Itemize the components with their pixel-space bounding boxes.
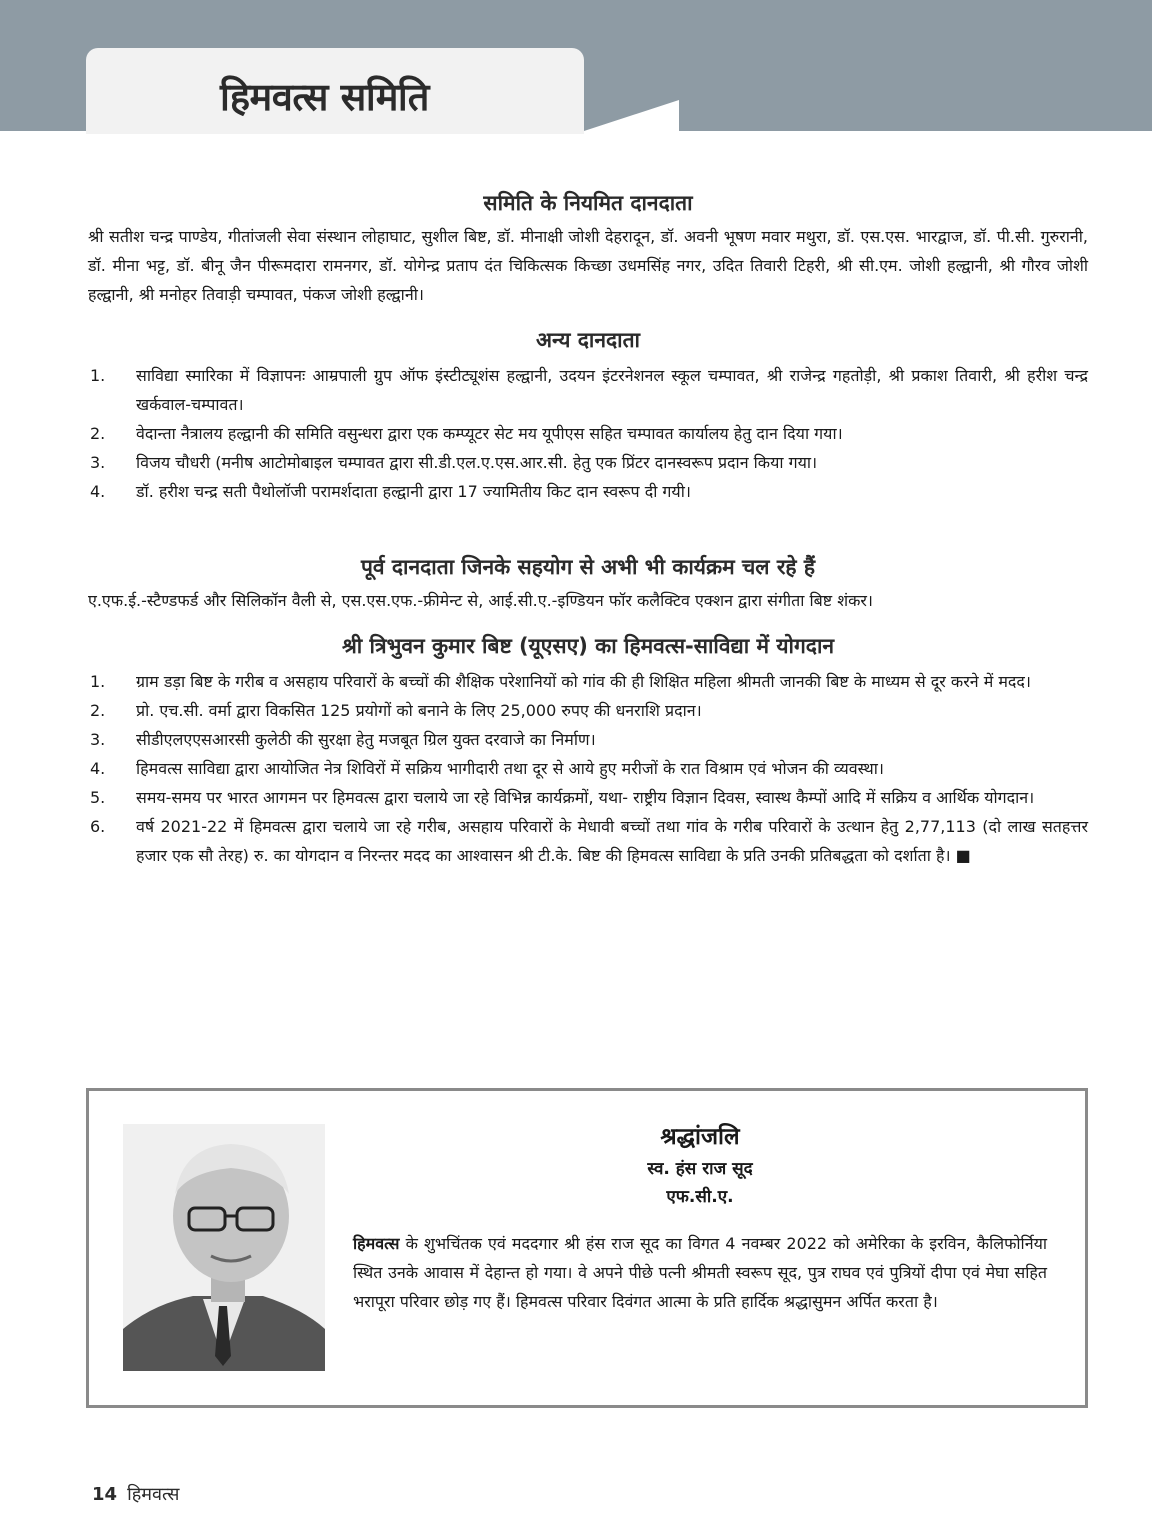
list-item — [88, 448, 1088, 477]
list-item — [88, 477, 1088, 506]
list-item — [88, 754, 1088, 783]
list-text: साविद्या स्मारिका में विज्ञापनः आम्रपाली ग्रुप ऑफ इंस्टीट्यूशंस हल्द्वानी, उदयन इंटरनेशनल स्कूल चम्पावत, श्री राजेन्द्र गहतोड़ी, श्री प्रकाश तिवारी, श्री हरीश चन्द्र खर्कवाल-चम्पावत। — [136, 366, 1088, 414]
list-item — [88, 419, 1088, 448]
other-donors-list — [88, 361, 1088, 506]
list-item — [88, 783, 1088, 812]
tribute-name: स्व. हंस राज सूद — [647, 1159, 753, 1179]
page-number: 14 — [92, 1484, 118, 1505]
list-text: विजय चौधरी (मनीष आटोमोबाइल चम्पावत द्वारा सी.डी.एल.ए.एस.आर.सी. हेतु एक प्रिंटर दानस्वरूप प्रदान किया गया। — [136, 453, 818, 472]
list-number: 2. — [90, 701, 106, 720]
list-item — [88, 725, 1088, 754]
other-donors-heading: अन्य दानदाता — [536, 328, 640, 352]
tribute-body — [353, 1229, 1047, 1316]
article-body — [88, 186, 1088, 870]
magazine-name: हिमवत्स — [127, 1484, 180, 1505]
past-donors-text: ए.एफ.ई.-स्टैण्डफर्ड और सिलिकॉन वैली से, एस.एस.एफ.-फ्रीमेन्ट से, आई.सी.ए.-इण्डियन फॉर कलैक्टिव एक्शन द्वारा संगीता बिष्ट शंकर। — [88, 591, 873, 610]
tribute-box — [86, 1088, 1088, 1408]
tribute-text — [353, 1119, 1047, 1316]
list-text: हिमवत्स साविद्या द्वारा आयोजित नेत्र शिविरों में सक्रिय भागीदारी तथा दूर से आये हुए मरीजों के रात विश्राम एवं भोजन की व्यवस्था। — [136, 759, 884, 778]
list-text: प्रो. एच.सी. वर्मा द्वारा विकसित 125 प्रयोगों को बनाने के लिए 25,000 रुपए की धनराशि प्रदान। — [136, 701, 702, 720]
regular-donors-text: श्री सतीश चन्द्र पाण्डेय, गीतांजली सेवा संस्थान लोहाघाट, सुशील बिष्ट, डॉ. मीनाक्षी जोशी देहरादून, डॉ. अवनी भूषण मवार मथुरा, डॉ. एस.एस. भारद्वाज, डॉ. पी.सी. गुरुरानी, डॉ. मीना भट्ट, डॉ. बीनू जैन पीरूमदारा रामनगर, डॉ. योगेन्द्र प्रताप दंत चिकित्सक किच्छा उधमसिंह नगर, उदित तिवारी टिहरी, श्री सी.एम. जोशी हल्द्वानी, श्री गौरव जोशी हल्द्वानी, श्री मनोहर तिवाड़ी चम्पावत, पंकज जोशी हल्द्वानी। — [88, 227, 1088, 304]
portrait-photo — [123, 1124, 325, 1371]
list-number: 3. — [90, 730, 106, 749]
tribute-designation: एफ.सी.ए. — [666, 1187, 734, 1207]
list-item — [88, 812, 1088, 870]
list-number: 4. — [90, 759, 106, 778]
tribute-title: श्रद्धांजलि — [660, 1124, 740, 1150]
contribution-heading: श्री त्रिभुवन कुमार बिष्ट (यूएसए) का हिमवत्स-साविद्या में योगदान — [341, 634, 835, 658]
list-number: 6. — [90, 817, 106, 836]
list-number: 3. — [90, 453, 106, 472]
contribution-list — [88, 667, 1088, 870]
list-number: 1. — [90, 366, 106, 385]
list-number: 1. — [90, 672, 106, 691]
list-text: वेदान्ता नैत्रालय हल्द्वानी की समिति वसुन्धरा द्वारा एक कम्प्यूटर सेट मय यूपीएस सहित चम्पावत कार्यालय हेतु दान दिया गया। — [136, 424, 843, 443]
title-tab — [86, 48, 584, 134]
list-text: डॉ. हरीश चन्द्र सती पैथोलॉजी परामर्शदाता हल्द्वानी द्वारा 17 ज्यामितीय किट दान स्वरूप दी गयी। — [136, 482, 691, 501]
page-footer — [92, 1482, 179, 1506]
regular-donors-heading: समिति के नियमित दानदाता — [483, 191, 693, 215]
list-number: 5. — [90, 788, 106, 807]
end-mark-icon: ■ — [955, 846, 971, 865]
header-wedge — [584, 100, 679, 131]
list-item — [88, 361, 1088, 419]
tribute-body-text: के शुभचिंतक एवं मददगार श्री हंस राज सूद का विगत 4 नवम्बर 2022 को अमेरिका के इरविन, कैलिफोर्निया स्थित उनके आवास में देहान्त हो गया। वे अपने पीछे पत्नी श्रीमती स्वरूप सूद, पुत्र राघव एवं पुत्रियों दीपा एवं मेघा सहित भरापूरा परिवार छोड़ गए हैं। हिमवत्स परिवार दिवंगत आत्मा के प्रति हार्दिक श्रद्धासुमन अर्पित करता है। — [353, 1234, 1047, 1311]
past-donors-heading: पूर्व दानदाता जिनके सहयोग से अभी भी कार्यक्रम चल रहे हैं — [360, 555, 816, 579]
list-number: 4. — [90, 482, 106, 501]
list-text: वर्ष 2021-22 में हिमवत्स द्वारा चलाये जा रहे गरीब, असहाय परिवारों के मेधावी बच्चों तथा गांव के गरीब परिवारों के उत्थान हेतु 2,77,113 (दो लाख सतहत्तर हजार एक सौ तेरह) रु. का योगदान व निरन्तर मदद का आश्वासन श्री टी.के. बिष्ट की हिमवत्स साविद्या के प्रति उनकी प्रतिबद्धता को दर्शाता है। — [136, 817, 1088, 865]
list-item — [88, 667, 1088, 696]
list-text: समय-समय पर भारत आगमन पर हिमवत्स द्वारा चलाये जा रहे विभिन्न कार्यक्रमों, यथा- राष्ट्रीय विज्ञान दिवस, स्वास्थ कैम्पों आदि में सक्रिय व आर्थिक योगदान। — [136, 788, 1035, 807]
list-text: ग्राम डड़ा बिष्ट के गरीब व असहाय परिवारों के बच्चों की शैक्षिक परेशानियों को गांव की ही शिक्षित महिला श्रीमती जानकी बिष्ट के माध्यम से दूर करने में मदद। — [136, 672, 1031, 691]
list-number: 2. — [90, 424, 106, 443]
tribute-body-lead: हिमवत्स — [353, 1234, 400, 1253]
list-text: सीडीएलएएसआरसी कुलेठी की सुरक्षा हेतु मजबूत ग्रिल युक्त दरवाजे का निर्माण। — [136, 730, 596, 749]
page-title: हिमवत्स समिति — [220, 75, 429, 119]
list-item — [88, 696, 1088, 725]
